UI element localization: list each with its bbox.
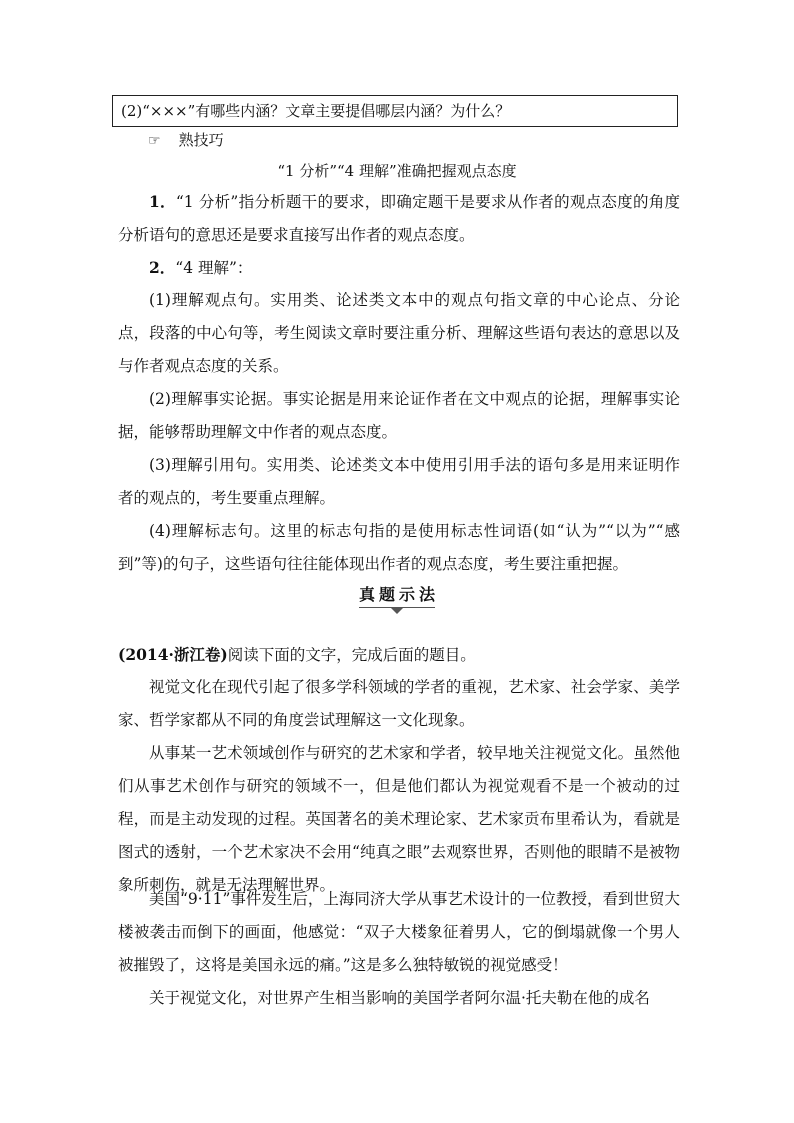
exam-paragraph-4: 关于视觉文化，对世界产生相当影响的美国学者阿尔温·托夫勒在他的成名 (149, 989, 650, 1007)
tip-heading (148, 130, 224, 151)
point-text: “1 分析”指分析题干的要求，即确定题干是要求从作者的观点态度的角度分析语句的意思还是要求直接写出作者的观点态度。 (118, 193, 680, 244)
point-number: 2． (149, 258, 176, 277)
exam-paragraph-2: 从事某一艺术领域创作与研究的艺术家和学者，较早地关注视觉文化。虽然他们从事艺术创作与研究的领域不一，但是他们都认为视觉观看不是一个被动的过程，而是主动发现的过程。英国著名的美术理论家、艺术家贡布里希认为，看就是图式的透射，一个艺术家决不会用“纯真之眼”去观察世界，否则他的眼睛不是被物象所刺伤，就是无法理解世界。 (118, 744, 680, 894)
exam-paragraph-3: 美国“9·11”事件发生后，上海同济大学从事艺术设计的一位教授，看到世贸大楼被袭击而倒下的画面，他感觉：“双子大楼象征着男人，它的倒塌就像一个男人被摧毁了，这将是美国永远的痛。”这是多么独特敏锐的视觉感受！ (118, 890, 680, 974)
point-1 (118, 185, 680, 252)
point-text: “4 理解”： (175, 259, 253, 277)
section-ribbon (0, 585, 794, 605)
section-title: “1 分析”“4 理解”准确把握观点态度 (277, 162, 517, 180)
tip-label: 熟技巧 (178, 131, 224, 149)
exam-paragraph-1: 视觉文化在现代引起了很多学科领域的学者的重视，艺术家、社会学家、美学家、哲学家都从不同的角度尝试理解这一文化现象。 (118, 678, 680, 729)
pointing-hand-icon: ☞ (148, 133, 161, 149)
question-text: (2)“×××”有哪些内涵？文章主要提倡哪层内涵？为什么？ (121, 102, 511, 120)
sub-point-2: (2)理解事实论据。事实论据是用来论证作者在文中观点的论据，理解事实论据，能够帮助理解文中作者的观点态度。 (118, 390, 680, 441)
ribbon-down-arrow-icon (390, 607, 404, 614)
question-box (112, 95, 678, 127)
exam-instruction: 阅读下面的文字，完成后面的题目。 (227, 646, 476, 664)
ribbon-title: 真题示法 (358, 585, 439, 604)
sub-point-3: (3)理解引用句。实用类、论述类文本中使用引用手法的语句多是用来证明作者的观点的，考生要重点理解。 (118, 456, 680, 507)
point-number: 1． (149, 192, 176, 211)
sub-point-1: (1)理解观点句。实用类、论述类文本中的观点句指文章的中心论点、分论点，段落的中心句等，考生阅读文章时要注重分析、理解这些语句表达的意思以及与作者观点态度的关系。 (118, 291, 680, 375)
point-2 (118, 251, 680, 285)
exam-intro (118, 638, 680, 672)
exam-source: (2014·浙江卷) (118, 645, 228, 664)
sub-point-4: (4)理解标志句。这里的标志句指的是使用标志性词语(如“认为”“以为”“感到”等)的句子，这些语句往往能体现出作者的观点态度，考生要注重把握。 (118, 522, 680, 573)
